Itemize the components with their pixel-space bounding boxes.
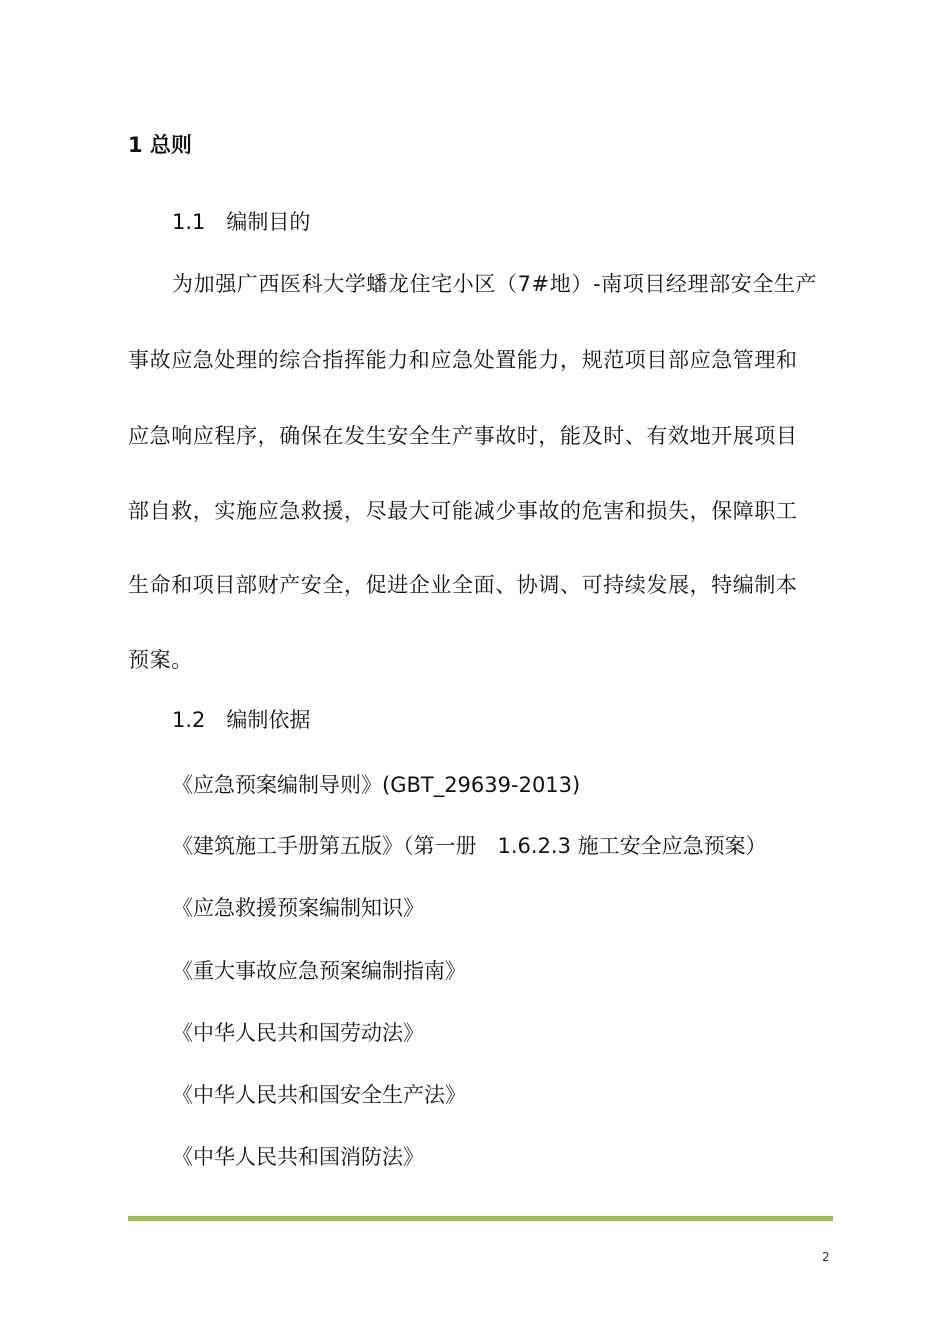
paragraph-line: 生命和项目部财产安全，促进企业全面、协调、可持续发展，特编制本	[128, 573, 798, 597]
reference-item: 《应急救援预案编制知识》	[172, 896, 424, 920]
section-heading: 1 总则	[128, 133, 192, 157]
reference-item: 《中华人民共和国劳动法》	[172, 1021, 424, 1045]
page-number: 2	[822, 1250, 830, 1264]
reference-item: 《中华人民共和国消防法》	[172, 1145, 424, 1169]
paragraph-line: 部自救，实施应急救援，尽最大可能减少事故的危害和损失，保障职工	[128, 499, 798, 523]
footer-divider	[128, 1216, 833, 1221]
reference-item: 《中华人民共和国安全生产法》	[172, 1083, 466, 1107]
reference-item: 《重大事故应急预案编制指南》	[172, 959, 466, 983]
paragraph-line: 应急响应程序，确保在发生安全生产事故时，能及时、有效地开展项目	[128, 424, 798, 448]
paragraph-line: 为加强广西医科大学蟠龙住宅小区（7#地）-南项目经理部安全生产	[172, 272, 818, 296]
subsection-heading-purpose: 1.1 编制目的	[172, 210, 311, 234]
reference-item: 《应急预案编制导则》(GBT_29639-2013)	[172, 773, 581, 797]
reference-item: 《建筑施工手册第五版》（第一册 1.6.2.3 施工安全应急预案）	[172, 834, 767, 858]
subsection-heading-basis: 1.2 编制依据	[172, 708, 311, 732]
paragraph-line: 预案。	[128, 648, 193, 672]
paragraph-line: 事故应急处理的综合指挥能力和应急处置能力，规范项目部应急管理和	[128, 348, 798, 372]
